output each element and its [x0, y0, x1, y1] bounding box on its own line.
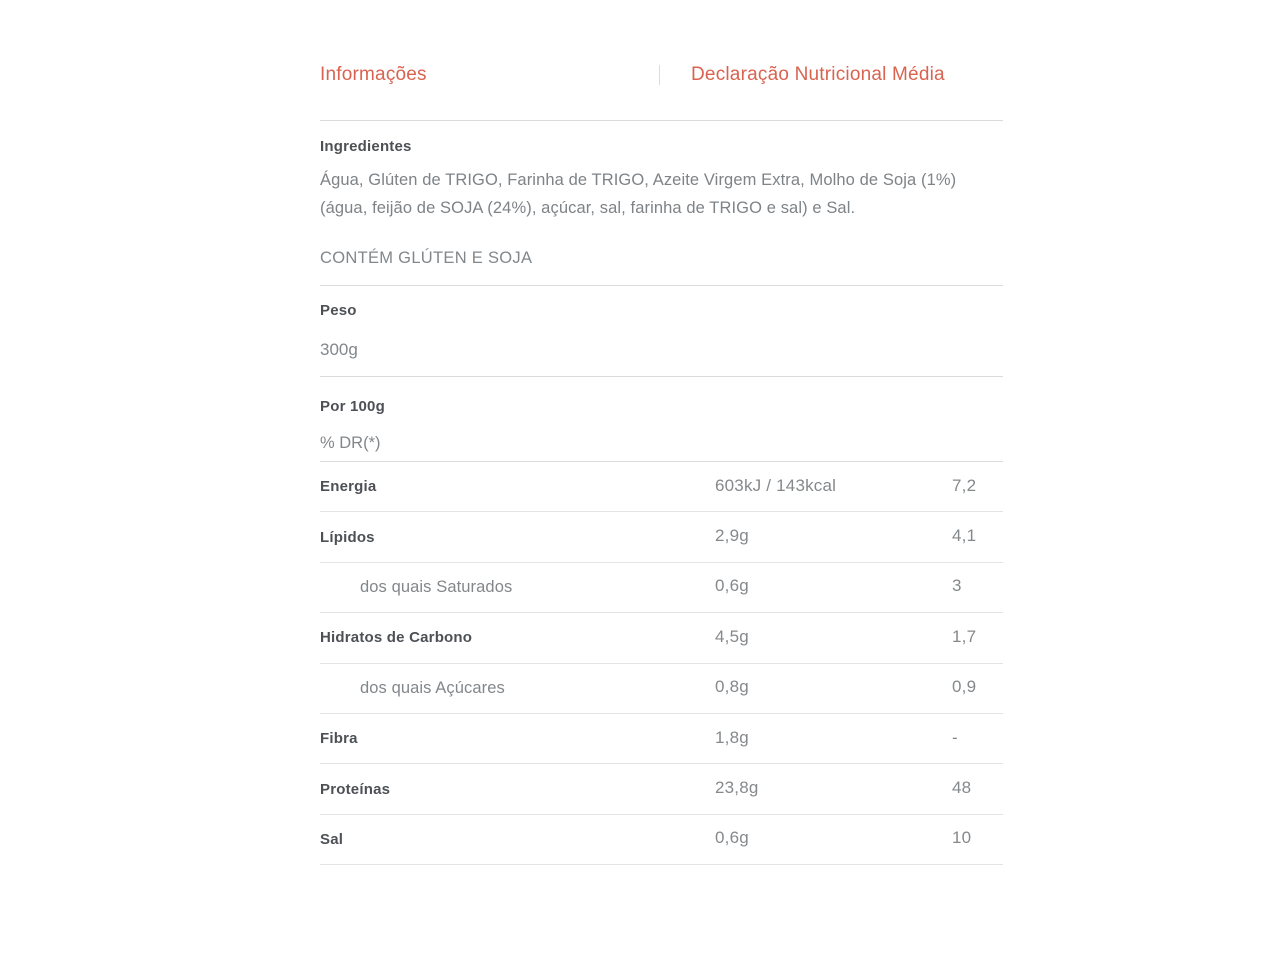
- row-dr-percent: 3: [952, 576, 962, 596]
- row-dr-percent: -: [952, 727, 958, 747]
- table-row-sal: [320, 815, 1003, 865]
- tab-divider: [659, 65, 660, 85]
- table-row-saturados: [320, 563, 1003, 613]
- row-value: 0,8g: [715, 677, 749, 697]
- row-dr-percent: 48: [952, 778, 972, 798]
- tab-informacoes[interactable]: Informações: [320, 64, 427, 85]
- tab-bar: [320, 0, 1003, 86]
- row-dr-percent: 4,1: [952, 526, 977, 546]
- row-label: Sal: [320, 830, 344, 848]
- row-dr-percent: 1,7: [952, 627, 977, 647]
- row-value: 4,5g: [715, 627, 749, 647]
- row-label: Fibra: [320, 730, 358, 748]
- row-value: 2,9g: [715, 526, 749, 546]
- table-row-lipidos: [320, 512, 1003, 562]
- allergens-divider-line: [320, 285, 1003, 286]
- percent-dr-header: % DR(*): [320, 434, 381, 452]
- row-label: dos quais Açúcares: [360, 678, 505, 697]
- tabs-divider-line: [320, 120, 1003, 121]
- weight-divider-line: [320, 376, 1003, 377]
- table-row-energia: [320, 462, 1003, 512]
- product-info-panel: [320, 0, 1003, 865]
- row-label: Energia: [320, 478, 377, 496]
- per-100g-header: Por 100g: [320, 398, 385, 415]
- row-value: 1,8g: [715, 727, 749, 747]
- ingredients-heading: Ingredientes: [320, 138, 412, 155]
- table-row-proteinas: [320, 764, 1003, 814]
- row-label: Proteínas: [320, 780, 391, 798]
- row-label: dos quais Saturados: [360, 577, 513, 596]
- row-label: Hidratos de Carbono: [320, 629, 473, 647]
- nutrition-table: [320, 462, 1003, 865]
- row-value: 0,6g: [715, 576, 749, 596]
- weight-value: 300g: [320, 340, 358, 359]
- weight-label: Peso: [320, 302, 357, 319]
- row-dr-percent: 0,9: [952, 677, 977, 697]
- tab-declaracao-nutricional[interactable]: Declaração Nutricional Média: [691, 64, 945, 85]
- row-dr-percent: 7,2: [952, 475, 977, 495]
- table-row-acucares: [320, 664, 1003, 714]
- row-value: 603kJ / 143kcal: [715, 475, 837, 495]
- row-label: Lípidos: [320, 528, 375, 546]
- allergens-text: CONTÉM GLÚTEN E SOJA: [320, 249, 533, 267]
- table-row-hidratos-carbono: [320, 613, 1003, 663]
- row-value: 0,6g: [715, 828, 749, 848]
- table-row-fibra: [320, 714, 1003, 764]
- ingredients-text: Água, Glúten de TRIGO, Farinha de TRIGO, Azeite Virgem Extra, Molho de Soja (1%) (água, feijão de SOJA (24%), açúcar, sal, farinha de TRIGO e sal) e Sal.: [320, 171, 957, 217]
- row-value: 23,8g: [715, 778, 759, 798]
- row-dr-percent: 10: [952, 828, 972, 848]
